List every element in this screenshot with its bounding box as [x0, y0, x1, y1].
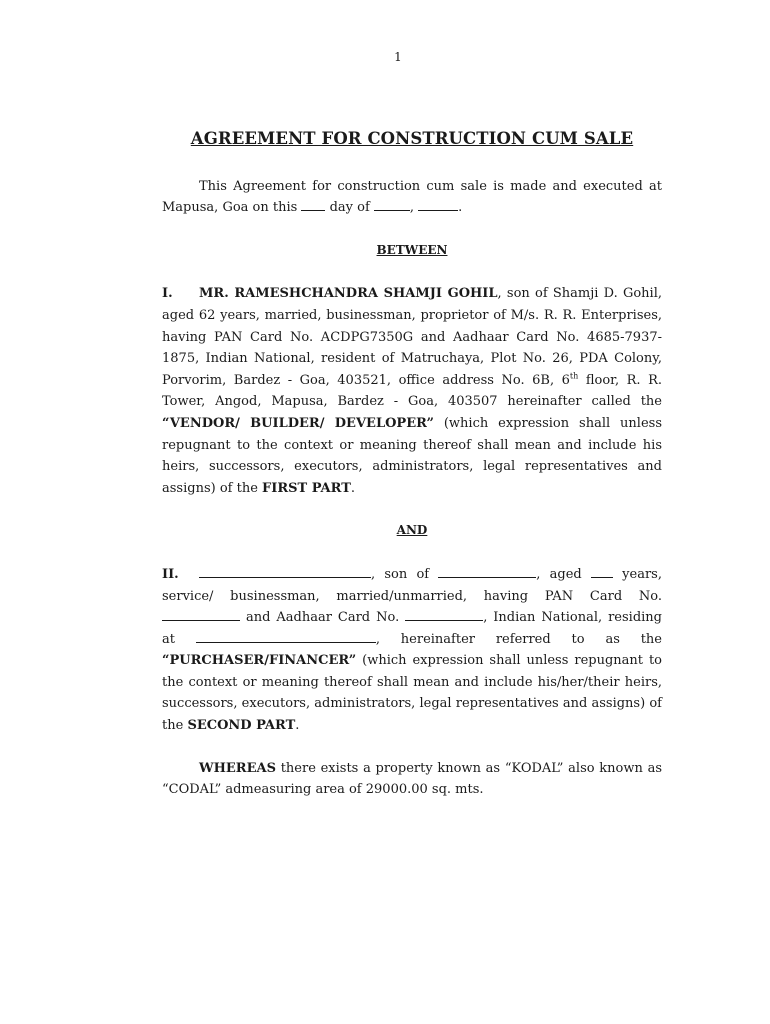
aadhaar-blank[interactable] — [405, 608, 483, 621]
party-two-end: . — [295, 718, 300, 734]
intro-text-4: . — [458, 200, 463, 216]
intro-paragraph — [162, 176, 662, 219]
party-one-text-3: (which expression shall unless repugnant to the context or meaning thereof shall mean and include his heirs, successors, executors, administrators, legal representatives and assigns) of the — [162, 415, 662, 496]
age-blank[interactable] — [591, 565, 613, 578]
party-one-end: . — [350, 480, 356, 496]
address-blank[interactable] — [196, 630, 376, 643]
party-one-name: MR. RAMESHCHANDRA SHAMJI GOHIL — [199, 286, 498, 302]
document-body — [162, 128, 662, 801]
party-one-paragraph — [162, 283, 662, 499]
party-two-role: “PURCHASER/FINANCER” — [162, 653, 357, 669]
party-one-text-2: floor, R. R. Tower, Angod, Mapusa, Bardez - Goa, 403507 hereinafter called the — [162, 372, 662, 410]
party-one-number: I. — [162, 286, 173, 302]
party-two-text-1: , son of — [371, 566, 439, 582]
intro-text-2: day of — [325, 200, 374, 216]
party-two-text-6: , hereinafter referred to as the — [375, 631, 662, 647]
party-two-text-5: , Indian National, residing at — [162, 610, 662, 647]
party-one-sup: th — [569, 371, 579, 381]
purchaser-name-blank[interactable] — [199, 565, 371, 578]
document-title: AGREEMENT FOR CONSTRUCTION CUM SALE — [190, 129, 634, 148]
whereas-label: WHEREAS — [199, 760, 276, 776]
month-blank[interactable] — [374, 198, 410, 211]
intro-text-1: This Agreement for construction cum sale is made and executed at Mapusa, Goa on this — [162, 178, 662, 216]
father-name-blank[interactable] — [438, 565, 536, 578]
party-two-number: II. — [162, 566, 179, 582]
party-one-role: “VENDOR/ BUILDER/ DEVELOPER” — [162, 415, 434, 431]
whereas-paragraph — [162, 758, 662, 801]
party-one-part-label: FIRST PART — [262, 480, 351, 496]
party-two-text-7: (which expression shall unless repugnant to the context or meaning thereof shall mean and include his/her/their heirs, successors, executors, administrators, legal representatives and assigns) of the — [162, 653, 662, 734]
party-one-text-1: , son of Shamji D. Gohil, aged 62 years, married, businessman, proprietor of M/s. R. R. Enterprises, having PAN Card No. ACDPG7350G and Aadhaar Card No. 4685-7937-1875, Indian National, resident of Matruchaya, Plot No. 26, PDA Colony, Porvorim, Bardez - Goa, 403521, office address No. 6B, 6 — [162, 286, 662, 388]
day-blank[interactable] — [301, 198, 325, 211]
party-two-text-4: and Aadhaar Card No. — [240, 610, 406, 626]
party-two-text-3: years, service/ businessman, married/unmarried, having PAN Card No. — [162, 566, 662, 604]
whereas-text: there exists a property known as “KODAL” also known as “CODAL” admeasuring area of 29000.00 sq. mts. — [162, 760, 662, 798]
party-two-paragraph — [162, 564, 662, 737]
and-heading: AND — [396, 523, 428, 538]
intro-text-3: , — [409, 200, 419, 216]
party-two-text-2: , aged — [536, 566, 591, 582]
year-blank[interactable] — [418, 198, 458, 211]
pan-blank[interactable] — [162, 608, 240, 621]
page-number: 1 — [394, 50, 402, 64]
between-heading: BETWEEN — [376, 242, 448, 257]
party-two-part-label: SECOND PART — [187, 718, 296, 734]
